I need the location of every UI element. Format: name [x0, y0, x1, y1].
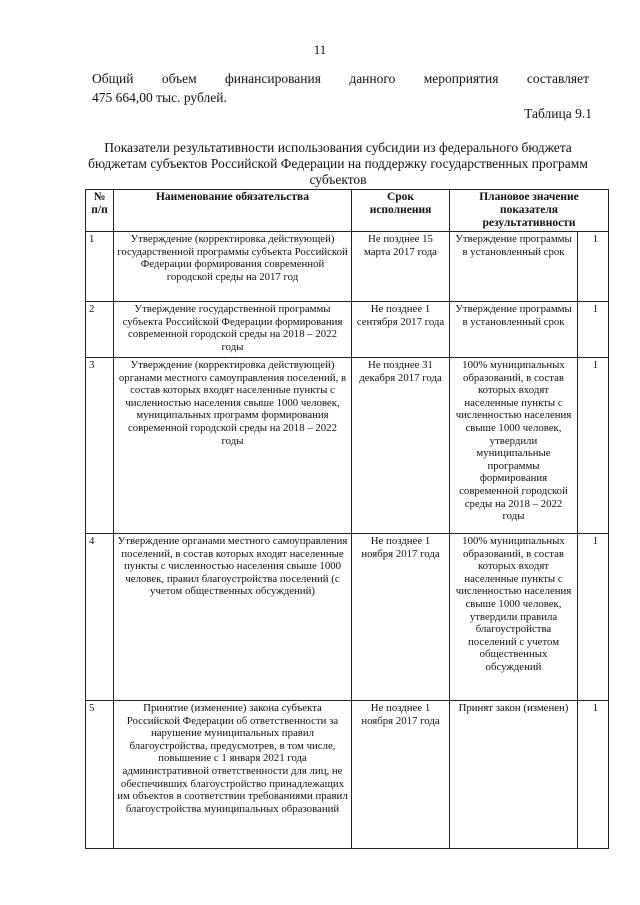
row-deadline: Не позднее 1 сентября 2017 года: [352, 302, 450, 358]
table-row: [86, 358, 609, 534]
row-num: 4: [86, 534, 114, 701]
table-row: [86, 534, 609, 701]
indicators-table: [85, 189, 609, 849]
row-name: Утверждение органами местного самоуправления поселений, в состав которых входят населенные пункты с численностью населения свыше 1000 человек, правил благоустройства поселений (с учетом общественных обсуждений): [114, 534, 352, 701]
row-value: 1: [578, 232, 609, 302]
row-value: 1: [578, 534, 609, 701]
row-value: 1: [578, 302, 609, 358]
table-row: [86, 232, 609, 302]
table-row: [86, 302, 609, 358]
row-num: 5: [86, 701, 114, 849]
row-deadline: Не позднее 1 ноября 2017 года: [352, 701, 450, 849]
row-target: Утверждение программы в установленный срок: [450, 302, 578, 358]
row-value: 1: [578, 701, 609, 849]
financing-paragraph-line1: Общий объем финансирования данного мероприятия составляет: [92, 71, 589, 86]
row-value: 1: [578, 358, 609, 534]
row-num: 1: [86, 232, 114, 302]
table-row: [86, 701, 609, 849]
header-name: Наименование обязательства: [114, 190, 352, 232]
row-target: 100% муниципальных образований, в состав которых входят населенные пункты с численностью населения свыше 1000 человек, утвердили правила благоустройства поселений с учетом общественных обсуждений: [450, 534, 578, 701]
header-deadline: Срок исполнения: [352, 190, 450, 232]
header-target: Плановое значение показателя результативности: [450, 190, 609, 232]
row-name: Принятие (изменение) закона субъекта Российской Федерации об ответственности за нарушение муниципальных правил благоустройства, предусмотрев, в том числе, повышение с 1 января 2021 года административной ответственности для лиц, не обеспечивших благоустройство принадлежащих им объектов в соответствии требованиями правил благоустройства муниципальных образований: [114, 701, 352, 849]
financing-paragraph-line2: 475 664,00 тыс. рублей.: [92, 90, 227, 105]
row-target: Утверждение программы в установленный срок: [450, 232, 578, 302]
table-title: Показатели результативности использования субсидии из федерального бюджета бюджетам субъектов Российской Федерации на поддержку государственных программ субъектов: [88, 140, 588, 187]
row-name: Утверждение (корректировка действующей) государственной программы субъекта Российской Федерации формирования современной городской среды на 2017 год: [114, 232, 352, 302]
table-header-row: [86, 190, 609, 232]
row-num: 3: [86, 358, 114, 534]
row-name: Утверждение (корректировка действующей) органами местного самоуправления поселений, в состав которых входят населенные пункты с численностью населения свыше 1000 человек, муниципальных программ формирования современной городской среды на 2018 – 2022 годы: [114, 358, 352, 534]
row-target: Принят закон (изменен): [450, 701, 578, 849]
header-num: № п/п: [86, 190, 114, 232]
table-label: Таблица 9.1: [524, 106, 592, 121]
row-deadline: Не позднее 31 декабря 2017 года: [352, 358, 450, 534]
row-name: Утверждение государственной программы субъекта Российской Федерации формирования современной городской среды на 2018 – 2022 годы: [114, 302, 352, 358]
row-deadline: Не позднее 1 ноября 2017 года: [352, 534, 450, 701]
row-target: 100% муниципальных образований, в состав которых входят населенные пункты с численностью населения свыше 1000 человек, утвердили муниципальные программы формирования современной городской среды на 2018 – 2022 годы: [450, 358, 578, 534]
page-number: 11: [313, 42, 327, 57]
row-deadline: Не позднее 15 марта 2017 года: [352, 232, 450, 302]
row-num: 2: [86, 302, 114, 358]
